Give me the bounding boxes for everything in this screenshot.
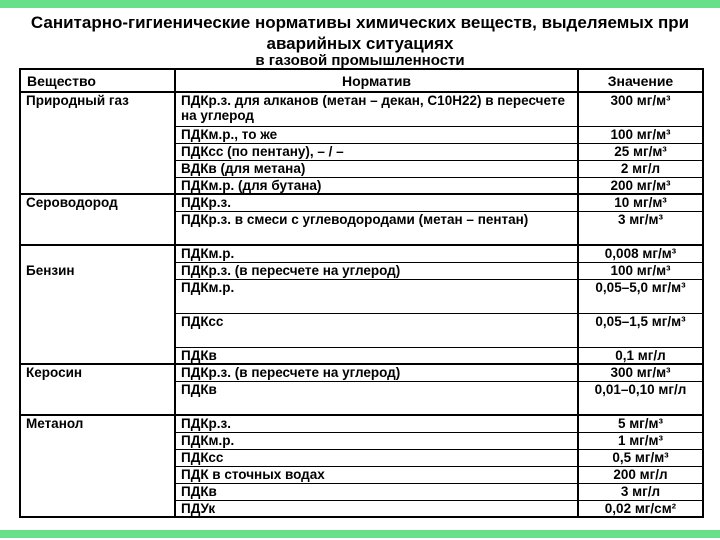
norm-cell: ПДКр.з. [175, 194, 578, 211]
norm-cell: ПДКм.р. [175, 245, 578, 262]
value-cell: 5 мг/м³ [578, 415, 703, 432]
norm-cell: ПДКм.р. [175, 432, 578, 449]
norm-cell: ПДКр.з. (в пересчете на углерод) [175, 262, 578, 279]
value-cell: 100 мг/м³ [578, 262, 703, 279]
table-row [20, 92, 703, 126]
norm-cell: ПДКр.з. [175, 415, 578, 432]
value-cell: 25 мг/м³ [578, 143, 703, 160]
table-header-row [20, 69, 703, 92]
bottom-accent-band [0, 530, 720, 538]
norm-cell: ПДКр.з. (в пересчете на углерод) [175, 364, 578, 381]
value-cell: 200 мг/л [578, 466, 703, 483]
value-cell: 200 мг/м³ [578, 177, 703, 194]
page-title: Санитарно-гигиенические нормативы химических веществ, выделяемых при аварийных ситуациях [30, 13, 690, 53]
header-substance: Вещество [20, 69, 175, 92]
value-cell: 0,008 мг/м³ [578, 245, 703, 262]
norm-cell: ПДКм.р. (для бутана) [175, 177, 578, 194]
substance-cell: Метанол [20, 415, 175, 517]
table-row [20, 415, 703, 432]
value-cell: 0,05–1,5 мг/м³ [578, 313, 703, 347]
norms-table [19, 68, 704, 518]
substance-cell: Бензин [20, 245, 175, 364]
norm-cell: ПДКр.з. в смеси с углеводородами (метан – пентан) [175, 211, 578, 245]
norm-cell: ПДКв [175, 347, 578, 364]
value-cell: 0,02 мг/см² [578, 500, 703, 517]
substance-cell: Природный газ [20, 92, 175, 194]
norm-cell: ПДКсс [175, 449, 578, 466]
value-cell: 1 мг/м³ [578, 432, 703, 449]
substance-cell: Керосин [20, 364, 175, 415]
value-cell: 3 мг/м³ [578, 211, 703, 245]
page-subtitle: в газовой промышленности [255, 52, 465, 69]
value-cell: 10 мг/м³ [578, 194, 703, 211]
header-value: Значение [578, 69, 703, 92]
value-cell: 3 мг/л [578, 483, 703, 500]
norm-cell: ПДКв [175, 483, 578, 500]
value-cell: 0,01–0,10 мг/л [578, 381, 703, 415]
norm-cell: ПДКр.з. для алканов (метан – декан, С10Н22) в пересчете на углерод [175, 92, 578, 126]
table-row [20, 245, 703, 262]
value-cell: 100 мг/м³ [578, 126, 703, 143]
substance-cell: Сероводород [20, 194, 175, 245]
header-norm: Норматив [175, 69, 578, 92]
norm-cell: ПДУк [175, 500, 578, 517]
value-cell: 2 мг/л [578, 160, 703, 177]
table-row [20, 364, 703, 381]
value-cell: 300 мг/м³ [578, 364, 703, 381]
norm-cell: ПДК в сточных водах [175, 466, 578, 483]
value-cell: 300 мг/м³ [578, 92, 703, 126]
value-cell: 0,05–5,0 мг/м³ [578, 279, 703, 313]
norm-cell: ПДКм.р. [175, 279, 578, 313]
norm-cell: ПДКм.р., то же [175, 126, 578, 143]
norm-cell: ПДКсс [175, 313, 578, 347]
value-cell: 0,1 мг/л [578, 347, 703, 364]
table-row [20, 194, 703, 211]
top-accent-band [0, 0, 720, 8]
norm-cell: ПДКв [175, 381, 578, 415]
norm-cell: ВДКв (для метана) [175, 160, 578, 177]
value-cell: 0,5 мг/м³ [578, 449, 703, 466]
norm-cell: ПДКсс (по пентану), – / – [175, 143, 578, 160]
